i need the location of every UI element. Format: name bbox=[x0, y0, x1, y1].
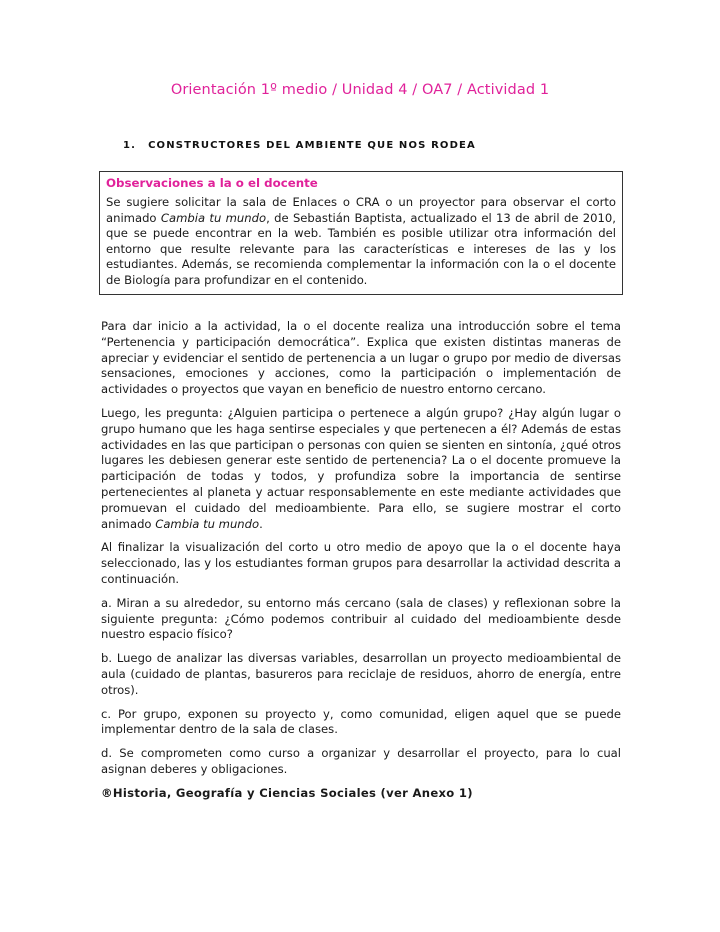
list-item-a: a. Miran a su alrededor, su entorno más cercano (sala de clases) y reflexionan sobre la siguiente pregunta: ¿Cómo podemos contribuir al cuidado del medioambiente desde nuestro espacio físico? bbox=[101, 595, 621, 642]
section-title bbox=[123, 140, 476, 151]
activity-body bbox=[101, 319, 621, 810]
paragraph-questions bbox=[101, 406, 621, 532]
paragraph-text: Luego, les pregunta: ¿Alguien participa o pertenece a algún grupo? ¿Hay algún lugar o grupo humano que les haga sentirse especiales y que pertenecen a él? Además de estas actividades en las que participan o personas con quien se sienten en sintonía, ¿qué otros lugares les debiesen generar este sentido de pertenencia? La o el docente promueve la participación de todas y todos, y profundiza sobre la importancia de sentirse pertenecientes al planeta y actuar responsablemente en este mediante actividades que promuevan el cuidado del medioambiente. Para ello, se sugiere mostrar el corto animado bbox=[101, 405, 621, 531]
observations-text-part: , de Sebastián Baptista, actualizado el 13 de abril de 2010, que se puede encontrar en la web. También es posible utilizar otra información del entorno que resulte relevante para las características e intereses de las y los estudiantes. Además, se recomienda complementar la información con la o el docente de Biología para profundizar en el contenido. bbox=[106, 210, 616, 287]
paragraph-text: . bbox=[259, 516, 263, 531]
section-title-text: CONSTRUCTORES DEL AMBIENTE QUE NOS RODEA bbox=[148, 140, 476, 151]
paragraph-intro: Para dar inicio a la actividad, la o el docente realiza una introducción sobre el tema “Pertenencia y participación democrática”. Explica que existen distintas maneras de apreciar y evidenciar el sentido de pertenencia a un lugar o grupo por medio de diversas sensaciones, emociones y acciones, como la participación o implementación de actividades o proyectos que vayan en beneficio de nuestro entorno cercano. bbox=[101, 319, 621, 397]
film-title: Cambia tu mundo bbox=[160, 210, 267, 225]
list-item-b: b. Luego de analizar las diversas variables, desarrollan un proyecto medioambiental de aula (cuidado de plantas, basureros para reciclaje de residuos, ahorro de energía, entre otros). bbox=[101, 651, 621, 697]
list-item-c: c. Por grupo, exponen su proyecto y, como comunidad, eligen aquel que se puede implementar dentro de la sala de clases. bbox=[101, 706, 621, 737]
observations-text bbox=[106, 195, 616, 289]
observations-box bbox=[99, 171, 623, 295]
page-header: Orientación 1º medio / Unidad 4 / OA7 / Actividad 1 bbox=[170, 82, 550, 98]
paragraph-groups: Al finalizar la visualización del corto u otro medio de apoyo que la o el docente haya seleccionado, las y los estudiantes forman grupos para desarrollar la actividad descrita a continuación. bbox=[101, 540, 621, 586]
section-number: 1. bbox=[123, 140, 137, 151]
film-title: Cambia tu mundo bbox=[155, 516, 260, 531]
cross-reference: ®Historia, Geografía y Ciencias Sociales (ver Anexo 1) bbox=[101, 785, 473, 800]
list-item-d: d. Se comprometen como curso a organizar y desarrollar el proyecto, para lo cual asignan deberes y obligaciones. bbox=[101, 746, 621, 776]
observations-title: Observaciones a la o el docente bbox=[106, 176, 318, 190]
observations-text-part: Se sugiere solicitar la sala de Enlaces o CRA o un proyector para observar el corto animado bbox=[106, 195, 616, 225]
